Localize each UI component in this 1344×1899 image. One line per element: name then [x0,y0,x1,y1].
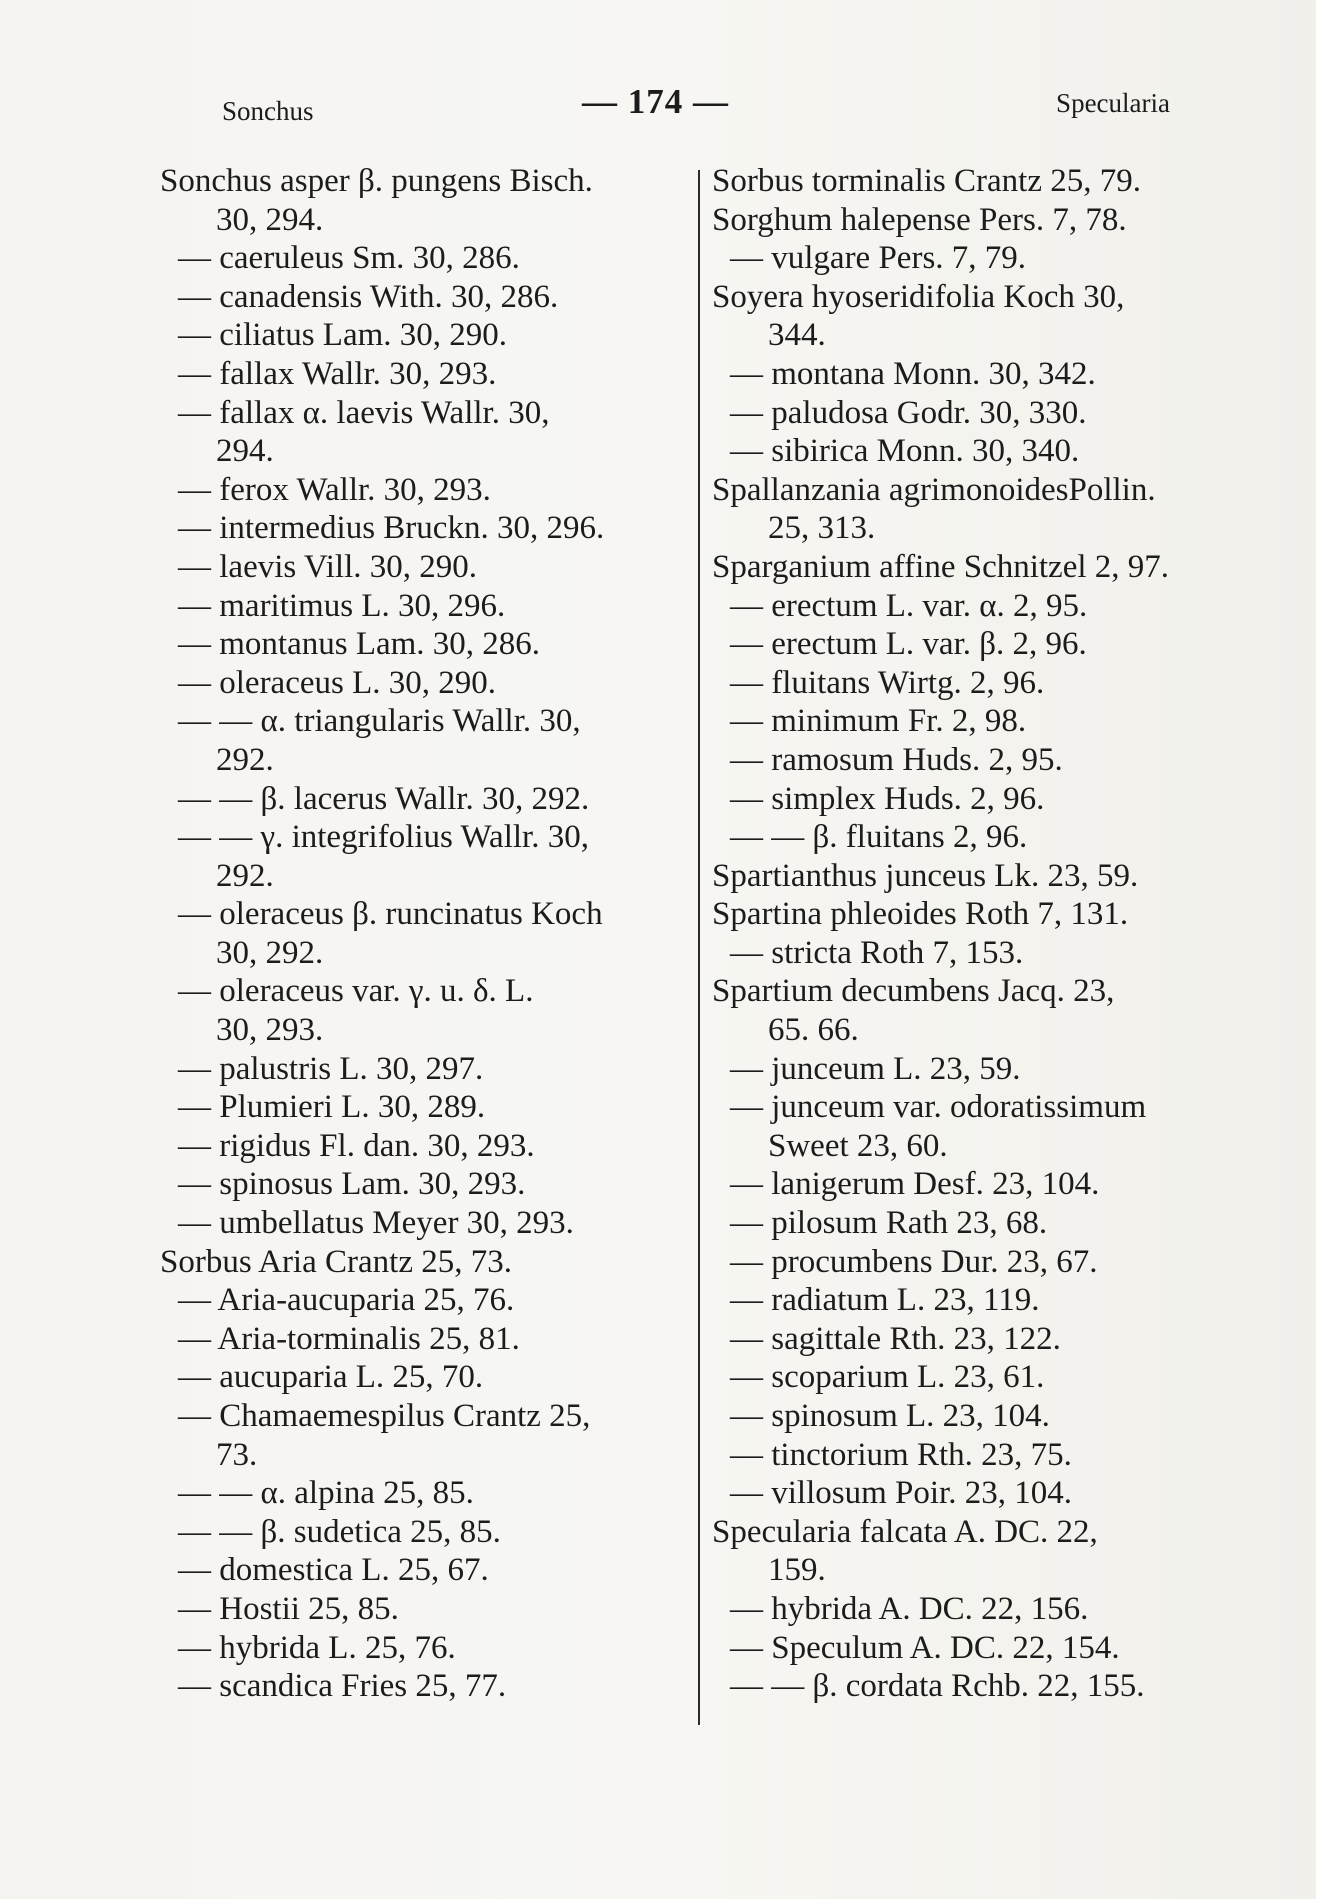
index-entry: — erectum L. var. α. 2, 95. [730,587,1088,624]
index-entry: Spartium decumbens Jacq. 23, [712,973,1115,1010]
index-entry: — Speculum A. DC. 22, 154. [730,1629,1120,1666]
index-entry: Specularia falcata A. DC. 22, [712,1513,1098,1550]
index-entry: — — β. cordata Rchb. 22, 155. [730,1668,1145,1705]
index-entry: Spartianthus junceus Lk. 23, 59. [712,857,1139,894]
index-entry: — simplex Huds. 2, 96. [730,780,1045,817]
index-entry: — junceum L. 23, 59. [730,1050,1021,1087]
index-entry-continuation: 292. [216,857,274,894]
index-entry: — ciliatus Lam. 30, 290. [178,317,508,354]
index-entry-continuation: 159. [768,1552,826,1589]
index-entry: — aucuparia L. 25, 70. [178,1359,484,1396]
index-entry: — — β. fluitans 2, 96. [730,819,1028,856]
index-entry: — oleraceus β. runcinatus Koch [178,896,603,933]
index-entry-continuation: Sweet 23, 60. [768,1127,948,1164]
index-entry: — — γ. integrifolius Wallr. 30, [178,819,589,856]
index-entry: — — β. sudetica 25, 85. [178,1513,501,1550]
index-entry: — ferox Wallr. 30, 293. [178,471,491,508]
index-entry: — paludosa Godr. 30, 330. [730,394,1087,431]
index-entry: — laevis Vill. 30, 290. [178,548,477,585]
index-entry: — scoparium L. 23, 61. [730,1359,1045,1396]
index-entry-continuation: 30, 292. [216,934,324,971]
index-entry: — rigidus Fl. dan. 30, 293. [178,1127,535,1164]
page-number: — 174 — [582,82,729,121]
index-entry: — intermedius Bruckn. 30, 296. [178,510,605,547]
index-entry-continuation: 292. [216,741,274,778]
running-header [210,72,1170,126]
index-entry: — sagittale Rth. 23, 122. [730,1320,1061,1357]
index-entry: — palustris L. 30, 297. [178,1050,484,1087]
index-entry: — ramosum Huds. 2, 95. [730,741,1063,778]
index-entry: — Chamaemespilus Crantz 25, [178,1398,591,1434]
index-entry: Sonchus asper β. pungens Bisch. [160,163,593,199]
index-entry: Sorghum halepense Pers. 7, 78. [712,201,1127,238]
index-entry: — erectum L. var. β. 2, 96. [730,626,1087,663]
index-entry: — fallax α. laevis Wallr. 30, [178,394,550,431]
index-entry: — vulgare Pers. 7, 79. [730,240,1027,277]
index-entry: — stricta Roth 7, 153. [730,934,1024,971]
index-entry-continuation: 30, 293. [216,1012,324,1049]
index-entry: — domestica L. 25, 67. [178,1552,489,1589]
index-entry: — lanigerum Desf. 23, 104. [730,1166,1100,1203]
index-entry: — oleraceus L. 30, 290. [178,664,496,701]
index-entry: — radiatum L. 23, 119. [730,1282,1040,1319]
header-left-term: Sonchus [222,96,314,126]
index-entry: — Hostii 25, 85. [178,1590,399,1627]
index-entry: — hybrida A. DC. 22, 156. [730,1590,1089,1627]
index-entry: — tinctorium Rth. 23, 75. [730,1436,1072,1473]
index-column-right [712,162,1272,1706]
index-column-left [160,162,700,1706]
header-right-term: Specularia [1056,88,1170,118]
index-entry: — montana Monn. 30, 342. [730,355,1096,392]
index-entry-continuation: 30, 294. [216,201,324,238]
index-entry: — oleraceus var. γ. u. δ. L. [178,973,534,1010]
index-entry-continuation: 294. [216,433,274,470]
index-entry: — spinosus Lam. 30, 293. [178,1166,526,1203]
column-divider [698,170,700,1725]
index-entry: — scandica Fries 25, 77. [178,1668,507,1705]
index-entry-continuation: 73. [216,1436,258,1473]
index-entry: Sparganium affine Schnitzel 2, 97. [712,548,1170,585]
index-entry: Sorbus torminalis Crantz 25, 79. [712,163,1141,199]
index-entry: — maritimus L. 30, 296. [178,587,506,624]
index-entry: — montanus Lam. 30, 286. [178,626,541,663]
index-entry-continuation: 65. 66. [768,1012,859,1049]
index-entry: — fallax Wallr. 30, 293. [178,355,497,392]
index-entry-continuation: 344. [768,317,826,354]
index-entry: Sorbus Aria Crantz 25, 73. [160,1243,512,1280]
index-entry: — sibirica Monn. 30, 340. [730,433,1080,470]
index-entry: — umbellatus Meyer 30, 293. [178,1205,574,1242]
index-entry: Soyera hyoseridifolia Koch 30, [712,278,1125,315]
index-entry: — hybrida L. 25, 76. [178,1629,456,1666]
index-entry: Spartina phleoides Roth 7, 131. [712,896,1129,933]
index-entry: — — α. alpina 25, 85. [178,1475,474,1512]
index-entry: — canadensis With. 30, 286. [178,278,559,315]
index-entry: — junceum var. odoratissimum [730,1089,1147,1126]
index-entry: — spinosum L. 23, 104. [730,1398,1050,1434]
index-entry: — — β. lacerus Wallr. 30, 292. [178,780,590,817]
index-entry: — Plumieri L. 30, 289. [178,1089,486,1126]
index-entry: — Aria-aucuparia 25, 76. [178,1282,515,1319]
index-entry: — — α. triangularis Wallr. 30, [178,703,581,740]
index-entry: — procumbens Dur. 23, 67. [730,1243,1098,1280]
index-entry: — villosum Poir. 23, 104. [730,1475,1072,1512]
index-entry: — Aria-torminalis 25, 81. [178,1320,520,1357]
index-entry: — caeruleus Sm. 30, 286. [178,240,520,277]
index-entry: — fluitans Wirtg. 2, 96. [730,664,1045,701]
index-entry: — minimum Fr. 2, 98. [730,703,1027,740]
index-entry: — pilosum Rath 23, 68. [730,1205,1048,1242]
index-entry: Spallanzania agrimonoidesPollin. [712,471,1156,508]
page-edge [1316,0,1344,1899]
index-entry-continuation: 25, 313. [768,510,876,547]
